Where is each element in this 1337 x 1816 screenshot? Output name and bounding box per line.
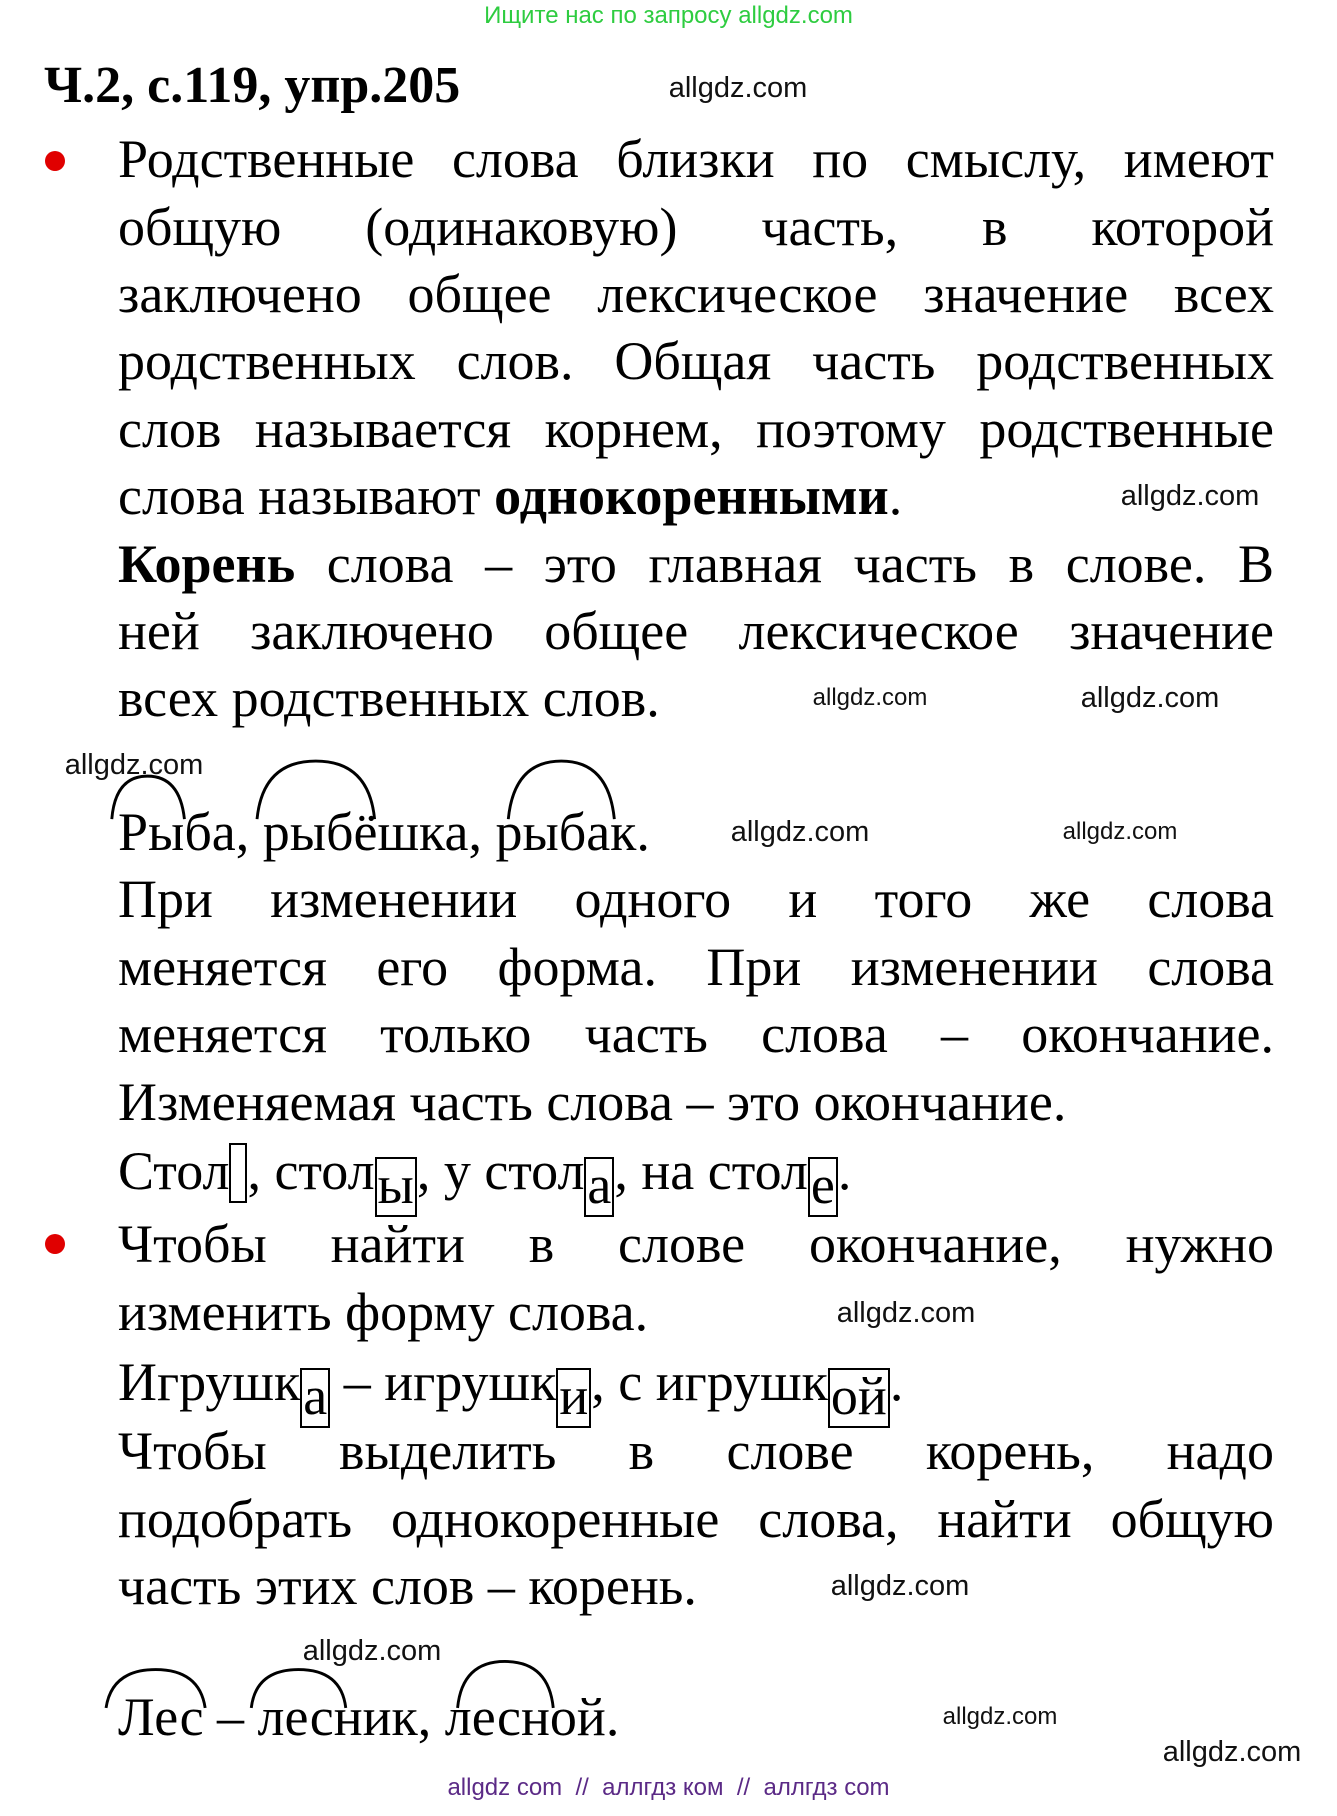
bullet-icon — [45, 1234, 65, 1254]
text-line: Рыба, рыбёшка, рыбак. — [118, 802, 650, 862]
text-line — [118, 1139, 852, 1215]
text: . — [889, 1352, 904, 1412]
text-line: меняется только часть слова – окончание. — [118, 1004, 1274, 1064]
text-line: всех родственных слов. — [118, 668, 660, 728]
page-title: Ч.2, с.119, упр.205 — [44, 57, 461, 114]
text-line: ней заключено общее лексическое значение — [118, 601, 1274, 661]
search-banner: Ищите нас по запросу allgdz.com — [484, 2, 853, 29]
ending-box: и — [556, 1368, 591, 1428]
text: . — [837, 1141, 852, 1201]
text: слова называют — [118, 466, 495, 526]
text-line: Чтобы выделить в слове корень, надо — [118, 1421, 1274, 1481]
ending-box: ы — [375, 1157, 417, 1217]
watermark: allgdz.com — [668, 72, 808, 104]
watermark: allgdz.com — [1080, 682, 1220, 714]
text: слова – это главная часть в слове. В — [295, 534, 1274, 594]
text-line: изменить форму слова. — [118, 1282, 649, 1342]
text-line: При изменении одного и того же слова — [118, 869, 1274, 929]
text-line: общую (одинаковую) часть, в которой — [118, 197, 1274, 257]
watermark: allgdz.com — [1062, 818, 1178, 845]
text-line — [118, 532, 1274, 596]
text-line: слов называется корнем, поэтому родственные — [118, 399, 1274, 459]
text: – игрушк — [330, 1352, 557, 1412]
ending-box: а — [584, 1157, 614, 1217]
text-line: Чтобы найти в слове окончание, нужно — [118, 1214, 1274, 1274]
ending-box: ой — [828, 1368, 890, 1428]
text: Игрушк — [118, 1352, 301, 1412]
watermark: allgdz.com — [1162, 1736, 1302, 1768]
text-line: меняется его форма. При изменении слова — [118, 937, 1274, 997]
ending-box: е — [808, 1157, 838, 1217]
text: Стол — [118, 1141, 230, 1201]
watermark: allgdz.com — [64, 749, 204, 781]
text: , стол — [247, 1141, 375, 1201]
footer-watermark: allgdz com // аллгдз ком // аллгдз com — [447, 1774, 890, 1801]
text-line: Лес – лесник, лесной. — [118, 1687, 620, 1747]
bold-term: Корень — [118, 534, 296, 594]
watermark: allgdz.com — [812, 684, 928, 711]
watermark: allgdz.com — [836, 1297, 976, 1329]
watermark: allgdz.com — [1120, 480, 1260, 512]
watermark: allgdz.com — [830, 1570, 970, 1602]
text-line: заключено общее лексическое значение всех — [118, 264, 1274, 324]
bullet-icon — [45, 151, 65, 171]
text-line: подобрать однокоренные слова, найти общую — [118, 1489, 1274, 1549]
text-line — [118, 1350, 904, 1426]
text: , на стол — [614, 1141, 808, 1201]
text-line — [118, 464, 902, 528]
watermark: allgdz.com — [942, 1703, 1058, 1730]
text-line: часть этих слов – корень. — [118, 1556, 697, 1616]
bold-term: однокоренными — [494, 466, 889, 526]
text: . — [888, 466, 903, 526]
ending-box: а — [300, 1368, 330, 1428]
text-line: родственных слов. Общая часть родственных — [118, 331, 1274, 391]
watermark: allgdz.com — [302, 1635, 442, 1667]
ending-box — [229, 1143, 247, 1203]
text: , у стол — [416, 1141, 585, 1201]
text-line: Изменяемая часть слова – это окончание. — [118, 1072, 1067, 1132]
text-line: Родственные слова близки по смыслу, имеют — [118, 129, 1274, 189]
watermark: allgdz.com — [730, 816, 870, 848]
text: , с игрушк — [591, 1352, 828, 1412]
